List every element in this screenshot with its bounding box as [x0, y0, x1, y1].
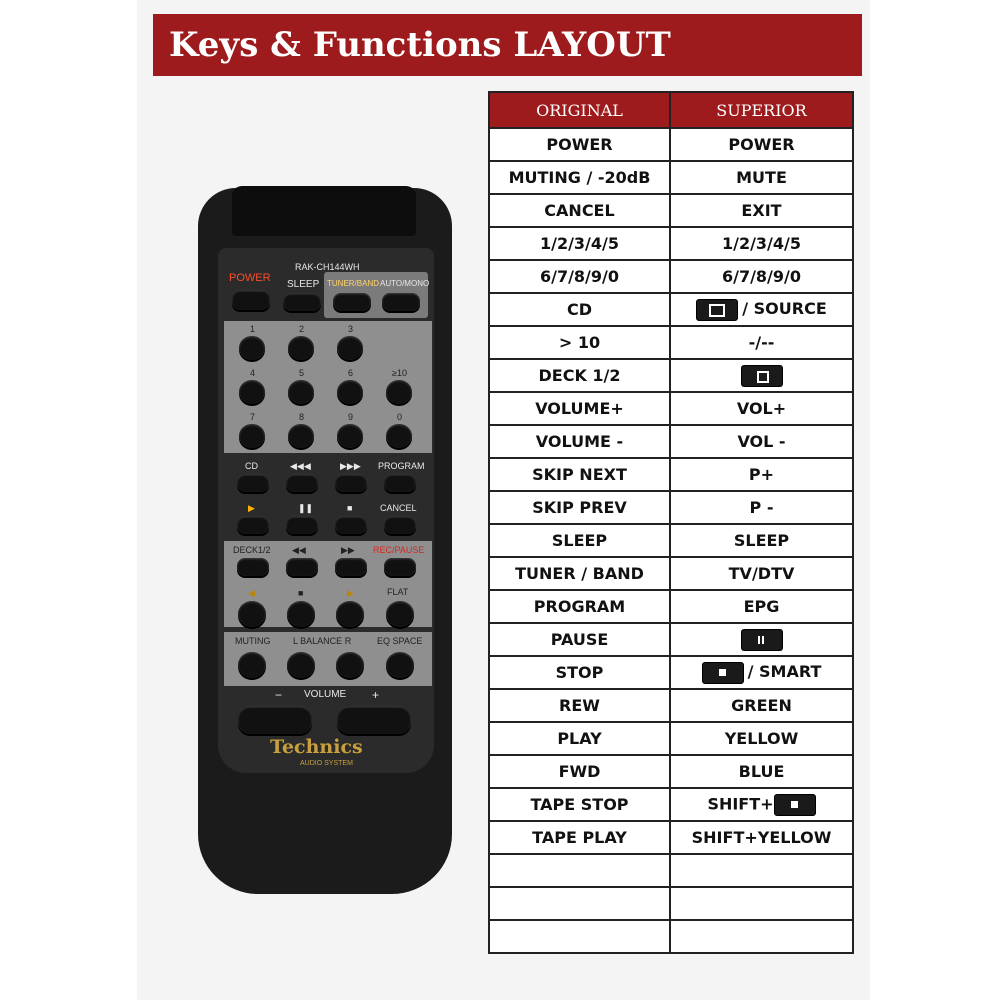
cell-superior-text: TV/DTV: [728, 564, 795, 583]
table-row: [489, 821, 853, 854]
remote-tape-play-button: [336, 601, 364, 627]
remote-cd-pause-button: [286, 516, 318, 534]
remote-label-rec-pause: REC/PAUSE: [373, 545, 425, 555]
cell-superior: [670, 491, 853, 524]
remote-label-ff: ▶▶: [341, 545, 355, 555]
remote-flat-button: [386, 601, 414, 627]
remote-eq-button: [386, 652, 414, 678]
remote-label-4: 4: [250, 368, 256, 378]
table-row: [489, 458, 853, 491]
cell-superior: [670, 359, 853, 392]
table-row: [489, 656, 853, 689]
remote-auto-button: [382, 293, 420, 311]
cell-original: POWER: [489, 128, 670, 161]
remote-volume-up-button: [337, 706, 411, 734]
remote-label-rew: ◀◀: [292, 545, 306, 555]
table-row: [489, 722, 853, 755]
table-row: [489, 128, 853, 161]
table-row: [489, 920, 853, 953]
remote-prev-button: [286, 474, 318, 492]
remote-label-8: 8: [299, 412, 305, 422]
cell-superior: [670, 887, 853, 920]
cell-superior: [670, 326, 853, 359]
remote-label-eq: EQ SPACE: [377, 636, 423, 646]
remote-rew-button: [286, 558, 318, 576]
cell-superior: [670, 854, 853, 887]
remote-tape-stop-icon: ■: [298, 588, 304, 598]
remote-program-button: [384, 474, 416, 492]
cell-original: TUNER / BAND: [489, 557, 670, 590]
cell-original: VOLUME+: [489, 392, 670, 425]
cell-superior-text: 1/2/3/4/5: [721, 234, 802, 253]
cell-superior-text: SHIFT+YELLOW: [691, 828, 832, 847]
cell-superior-text: YELLOW: [724, 729, 799, 748]
cell-superior: [670, 128, 853, 161]
cell-superior: [670, 689, 853, 722]
cell-original: PAUSE: [489, 623, 670, 656]
remote-deck-button: [237, 558, 269, 576]
deck-icon: [741, 365, 783, 387]
remote-cd-stop-button: [335, 516, 367, 534]
remote-key-6: [337, 380, 363, 404]
column-header-superior: SUPERIOR: [670, 92, 853, 128]
key-mapping-table: [488, 91, 854, 954]
remote-tape-rev-icon: ◀: [248, 588, 255, 598]
cell-original: 1/2/3/4/5: [489, 227, 670, 260]
remote-brand-logo: Technics: [270, 736, 363, 758]
cell-superior: [670, 722, 853, 755]
table-row: [489, 425, 853, 458]
table-row: [489, 227, 853, 260]
cell-superior-text: / SOURCE: [742, 299, 827, 318]
remote-ir-window: [232, 186, 416, 236]
remote-label-7: 7: [250, 412, 256, 422]
cell-superior-text: POWER: [728, 135, 795, 154]
cell-superior: [670, 524, 853, 557]
cell-superior-text: EXIT: [741, 201, 782, 220]
source-icon: [696, 299, 738, 321]
cell-original: SKIP PREV: [489, 491, 670, 524]
table-row: [489, 293, 853, 326]
cell-superior-text: P -: [749, 498, 774, 517]
cell-original: STOP: [489, 656, 670, 689]
cell-superior-text: MUTE: [736, 168, 787, 187]
pause-icon: [741, 629, 783, 651]
cell-original: TAPE STOP: [489, 788, 670, 821]
cell-superior: [670, 194, 853, 227]
cell-superior: [670, 788, 853, 821]
cell-superior-text: EPG: [743, 597, 780, 616]
cell-original: PLAY: [489, 722, 670, 755]
cell-superior: [670, 458, 853, 491]
remote-label-vol-minus: −: [275, 688, 283, 702]
remote-label-flat: FLAT: [387, 587, 409, 597]
table-row: [489, 755, 853, 788]
table-body: [489, 128, 853, 953]
table-row: [489, 491, 853, 524]
remote-tape-rev-button: [238, 601, 266, 627]
cell-original: FWD: [489, 755, 670, 788]
remote-cd-play-button: [237, 516, 269, 534]
table-row: [489, 392, 853, 425]
cell-original: SKIP NEXT: [489, 458, 670, 491]
remote-label-9: 9: [348, 412, 354, 422]
table-row: [489, 590, 853, 623]
remote-key-0: [386, 424, 412, 448]
cell-superior: [670, 590, 853, 623]
remote-label-volume: VOLUME: [304, 689, 347, 700]
remote-pause-icon: ❚❚: [298, 503, 314, 513]
cell-original: [489, 920, 670, 953]
cell-superior: [670, 557, 853, 590]
cell-superior: [670, 623, 853, 656]
cell-superior-text: VOL+: [736, 399, 787, 418]
remote-muting-button: [238, 652, 266, 678]
remote-volume-down-button: [238, 706, 312, 734]
cell-superior: [670, 227, 853, 260]
table-header-row: [489, 92, 853, 128]
cell-superior: [670, 260, 853, 293]
remote-key-5: [288, 380, 314, 404]
cell-superior-text: SLEEP: [733, 531, 790, 550]
remote-label-3: 3: [348, 324, 354, 334]
remote-ff-button: [335, 558, 367, 576]
cell-superior-text: / SMART: [747, 662, 822, 681]
remote-label-5: 5: [299, 368, 305, 378]
cell-superior: [670, 821, 853, 854]
column-header-original: ORIGINAL: [489, 92, 670, 128]
stop-icon: [774, 794, 816, 816]
remote-label-0: 0: [397, 412, 403, 422]
cell-superior-text: VOL -: [737, 432, 786, 451]
cell-superior: [670, 656, 853, 689]
remote-key-1: [239, 336, 265, 360]
remote-power-button: [232, 290, 270, 310]
table-row: [489, 359, 853, 392]
table-row: [489, 887, 853, 920]
remote-label-sleep: SLEEP: [287, 279, 320, 290]
cell-original: CANCEL: [489, 194, 670, 227]
cell-original: 6/7/8/9/0: [489, 260, 670, 293]
remote-label-program: PROGRAM: [378, 461, 425, 471]
remote-tape-play-icon: ▶: [347, 588, 354, 598]
remote-cd-button: [237, 474, 269, 492]
cell-original: [489, 887, 670, 920]
table-row: [489, 854, 853, 887]
remote-label-cd: CD: [245, 461, 258, 471]
remote-key-2: [288, 336, 314, 360]
page-title: Keys & Functions LAYOUT: [153, 14, 862, 76]
remote-cancel-button: [384, 516, 416, 534]
remote-balance-l-button: [287, 652, 315, 678]
remote-label-balance: L BALANCE R: [293, 636, 352, 646]
table-row: [489, 788, 853, 821]
table-row: [489, 161, 853, 194]
remote-label-tuner: TUNER/BAND: [327, 279, 380, 288]
remote-key-3: [337, 336, 363, 360]
remote-label-deck: DECK1/2: [233, 545, 271, 555]
remote-balance-r-button: [336, 652, 364, 678]
cell-superior: [670, 425, 853, 458]
remote-label-6: 6: [348, 368, 354, 378]
table-row: [489, 194, 853, 227]
remote-model: RAK-CH144WH: [295, 262, 360, 272]
remote-key-8: [288, 424, 314, 448]
cell-original: PROGRAM: [489, 590, 670, 623]
remote-stop-icon: ■: [347, 503, 353, 513]
cell-superior: [670, 392, 853, 425]
cell-superior-text: BLUE: [738, 762, 785, 781]
remote-label-prev: ◀◀◀: [290, 461, 311, 471]
remote-label-power: POWER: [229, 272, 271, 284]
cell-original: CD: [489, 293, 670, 326]
remote-next-button: [335, 474, 367, 492]
table-row: [489, 524, 853, 557]
table-row: [489, 623, 853, 656]
remote-label-muting: MUTING: [235, 636, 271, 646]
cell-superior-text: P+: [748, 465, 775, 484]
cell-original: TAPE PLAY: [489, 821, 670, 854]
cell-original: REW: [489, 689, 670, 722]
cell-original: MUTING / -20dB: [489, 161, 670, 194]
remote-label-2: 2: [299, 324, 305, 334]
remote-key-ge10: [386, 380, 412, 404]
remote-label-auto: AUTO/MONO: [380, 279, 430, 288]
cell-superior: [670, 920, 853, 953]
cell-original: [489, 854, 670, 887]
table-row: [489, 689, 853, 722]
remote-label-1: 1: [250, 324, 256, 334]
table-row: [489, 260, 853, 293]
remote-label-cancel: CANCEL: [380, 503, 417, 513]
cell-original: > 10: [489, 326, 670, 359]
remote-key-9: [337, 424, 363, 448]
cell-superior-text: SHIFT+: [707, 794, 774, 813]
remote-key-4: [239, 380, 265, 404]
remote-brand-sub: AUDIO SYSTEM: [300, 760, 353, 767]
remote-key-7: [239, 424, 265, 448]
table-row: [489, 557, 853, 590]
cell-superior: [670, 293, 853, 326]
remote-label-vol-plus: +: [372, 688, 380, 702]
remote-tape-stop-button: [287, 601, 315, 627]
remote-sleep-button: [283, 293, 321, 311]
remote-label-next: ▶▶▶: [340, 461, 361, 471]
stop-icon: [702, 662, 744, 684]
cell-superior-text: GREEN: [731, 696, 792, 715]
cell-superior: [670, 755, 853, 788]
remote-play-icon: ▶: [248, 503, 255, 513]
table-row: [489, 326, 853, 359]
cell-original: SLEEP: [489, 524, 670, 557]
remote-rec-pause-button: [384, 558, 416, 576]
remote-label-ge10: ≥10: [392, 368, 407, 378]
cell-original: DECK 1/2: [489, 359, 670, 392]
cell-superior-text: -/--: [748, 333, 775, 352]
cell-superior: [670, 161, 853, 194]
cell-original: VOLUME -: [489, 425, 670, 458]
cell-superior-text: 6/7/8/9/0: [721, 267, 802, 286]
remote-tuner-button: [333, 293, 371, 311]
